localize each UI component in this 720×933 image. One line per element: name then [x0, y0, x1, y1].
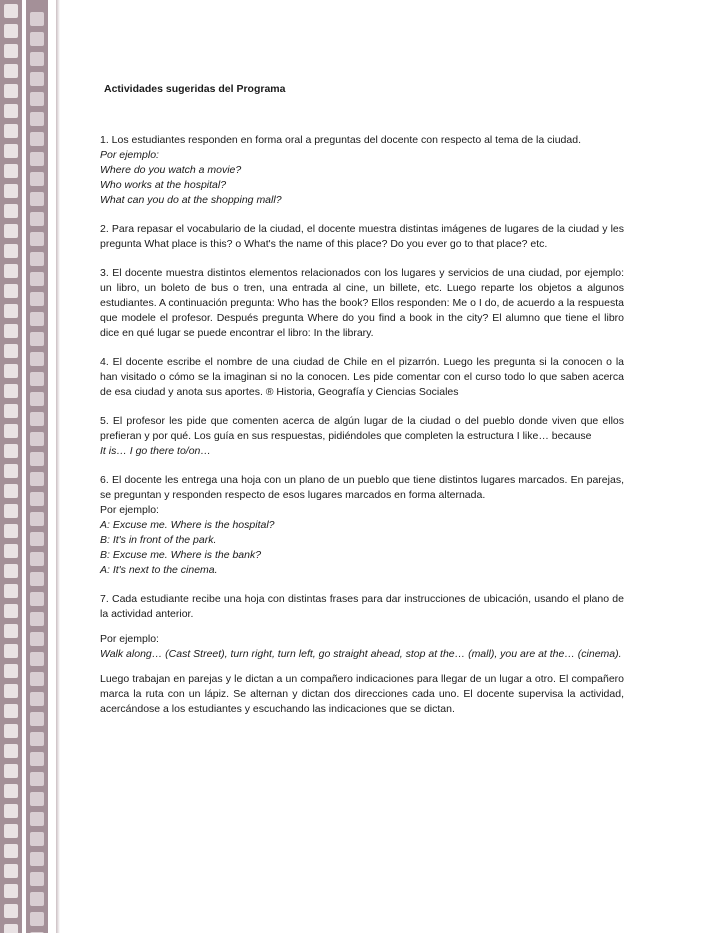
activity-7-text: 7. Cada estudiante recibe una hoja con distintas frases para dar instrucciones de ubicación, usando el plano de la actividad anterior.	[100, 593, 624, 620]
film-strip-cell	[4, 744, 18, 758]
activity-7-example: Walk along… (Cast Street), turn right, turn left, go straight ahead, stop at the… (mall), you are at the… (cinema).	[100, 648, 622, 660]
film-strip-cell	[4, 244, 18, 258]
film-strip-cell	[4, 24, 18, 38]
film-strip-cell	[30, 232, 44, 246]
film-strip-cell	[4, 404, 18, 418]
film-strip-cell	[4, 584, 18, 598]
activity-6-line-4: A: It's next to the cinema.	[100, 564, 218, 576]
film-strip-cell	[4, 464, 18, 478]
activity-6-intro: 6. El docente les entrega una hoja con un plano de un pueblo que tiene distintos lugares marcados. En parejas, se preguntan y responden respecto de esos lugares marcados en forma alternada.	[100, 474, 624, 501]
film-strip-cell	[4, 184, 18, 198]
film-strip-cell	[4, 364, 18, 378]
activity-1	[100, 133, 624, 208]
activity-1-line-3: What can you do at the shopping mall?	[100, 194, 282, 206]
film-strip-cell	[4, 124, 18, 138]
activity-6-line-3: B: Excuse me. Where is the bank?	[100, 549, 262, 561]
activity-7-example-label: Por ejemplo:	[100, 633, 159, 645]
film-strip-edge	[56, 0, 60, 933]
activity-1-line-2: Who works at the hospital?	[100, 179, 227, 191]
film-strip-cell	[4, 824, 18, 838]
film-strip-cell	[4, 144, 18, 158]
film-strip-cell	[4, 764, 18, 778]
film-strip-cell	[4, 424, 18, 438]
film-strip-cell	[30, 272, 44, 286]
film-strip-cell	[30, 612, 44, 626]
film-strip-cell	[4, 844, 18, 858]
film-strip-cell	[30, 652, 44, 666]
film-strip-column-right	[26, 0, 48, 933]
film-strip-cell	[30, 752, 44, 766]
film-strip-cell	[4, 104, 18, 118]
activity-6-example-label: Por ejemplo:	[100, 504, 159, 516]
film-strip-cell	[30, 72, 44, 86]
film-strip-cell	[30, 712, 44, 726]
film-strip-cell	[4, 44, 18, 58]
activity-5-text: 5. El profesor les pide que comenten acerca de algún lugar de la ciudad o del pueblo donde viven que ellos prefieran y por qué. Los guía en sus respuestas, pidiéndoles que completen la estructura I like… because	[100, 415, 624, 442]
film-strip-cell	[30, 192, 44, 206]
film-strip-column-left	[0, 0, 22, 933]
film-strip-cell	[4, 504, 18, 518]
film-strip-cell	[30, 472, 44, 486]
film-strip-cell	[4, 604, 18, 618]
film-strip-cell	[30, 152, 44, 166]
film-strip-cell	[4, 664, 18, 678]
film-strip-cell	[4, 84, 18, 98]
film-strip-cell	[30, 12, 44, 26]
film-strip-cell	[30, 732, 44, 746]
film-strip-cell	[4, 784, 18, 798]
activity-5-line: It is… I go there to/on…	[100, 445, 211, 457]
film-strip-cell	[30, 452, 44, 466]
film-strip-cell	[4, 704, 18, 718]
film-strip-cell	[4, 724, 18, 738]
activity-1-line-1: Where do you watch a movie?	[100, 164, 242, 176]
film-strip-cell	[4, 4, 18, 18]
film-strip-cell	[4, 684, 18, 698]
film-strip-cell	[30, 912, 44, 926]
film-strip-cell	[4, 384, 18, 398]
film-strip-cell	[30, 892, 44, 906]
film-strip-cell	[4, 204, 18, 218]
film-strip-cell	[4, 644, 18, 658]
document-body	[100, 82, 624, 731]
activity-1-intro: 1. Los estudiantes responden en forma oral a preguntas del docente con respecto al tema de la ciudad.	[100, 134, 581, 146]
activity-6-line-1: A: Excuse me. Where is the hospital?	[100, 519, 275, 531]
film-strip-cell	[30, 292, 44, 306]
film-strip-cell	[30, 412, 44, 426]
film-strip-cell	[30, 852, 44, 866]
film-strip-cell	[30, 632, 44, 646]
film-strip-cell	[4, 444, 18, 458]
film-strip-cell	[30, 592, 44, 606]
film-strip-cell	[30, 392, 44, 406]
film-strip-cell	[4, 164, 18, 178]
film-strip-cell	[30, 172, 44, 186]
film-strip-cell	[30, 692, 44, 706]
film-strip-cell	[30, 112, 44, 126]
film-strip-cell	[4, 344, 18, 358]
film-strip-cell	[30, 532, 44, 546]
film-strip-cell	[30, 872, 44, 886]
film-strip-cell	[30, 252, 44, 266]
film-strip-cell	[30, 352, 44, 366]
film-strip-cell	[30, 792, 44, 806]
film-strip-cell	[30, 492, 44, 506]
activity-4: 4. El docente escribe el nombre de una ciudad de Chile en el pizarrón. Luego les pregunta si la conocen o la han visitado o cómo se la imaginan si no la conocen. Les pide comentar con el curso todo lo que saben acerca de esa ciudad y anota sus aportes. ® Historia, Geografía y Ciencias Sociales	[100, 356, 624, 398]
film-strip-cell	[4, 624, 18, 638]
film-strip-cell	[30, 772, 44, 786]
film-strip-cell	[4, 64, 18, 78]
film-strip-cell	[30, 832, 44, 846]
film-strip-cell	[30, 432, 44, 446]
film-strip-cell	[4, 804, 18, 818]
film-strip-cell	[4, 564, 18, 578]
film-strip-cell	[30, 572, 44, 586]
film-strip-cell	[4, 284, 18, 298]
film-strip-cell	[4, 524, 18, 538]
film-strip-border	[0, 0, 60, 933]
activity-6-line-2: B: It's in front of the park.	[100, 534, 217, 546]
film-strip-cell	[30, 132, 44, 146]
activity-3: 3. El docente muestra distintos elementos relacionados con los lugares y servicios de una ciudad, por ejemplo: un libro, un boleto de bus o tren, una entrada al cine, un billete, etc. Luego reparte los objetos a algunos estudiantes. A continuación pregunta: Who has the book? Ellos responden: Me o I do, de acuerdo a la respuesta que modele el profesor. Después pregunta Where do you find a book in the city? El alumno que tiene el libro dice en qué lugar se puede encontrar el libro: In the library.	[100, 267, 624, 339]
film-strip-cell	[30, 672, 44, 686]
film-strip-cell	[30, 32, 44, 46]
film-strip-cell	[4, 484, 18, 498]
activity-6	[100, 473, 624, 578]
activity-5	[100, 414, 624, 459]
film-strip-cell	[30, 52, 44, 66]
page-title: Actividades sugeridas del Programa	[104, 83, 286, 95]
activity-7-closing: Luego trabajan en parejas y le dictan a un compañero indicaciones para llegar de un lugar a otro. El compañero marca la ruta con un lápiz. Se alternan y dictan dos direcciones cada uno. El docente supervisa la actividad, acercándose a los estudiantes y escuchando las indicaciones que se dictan.	[100, 673, 624, 715]
film-strip-cell	[30, 332, 44, 346]
film-strip-cell	[4, 324, 18, 338]
activity-1-example-label: Por ejemplo:	[100, 149, 159, 161]
film-strip-cell	[4, 264, 18, 278]
film-strip-cell	[4, 904, 18, 918]
activity-2: 2. Para repasar el vocabulario de la ciudad, el docente muestra distintas imágenes de lugares de la ciudad y les pregunta What place is this? o What's the name of this place? Do you ever go to that place? etc.	[100, 223, 624, 250]
film-strip-cell	[4, 224, 18, 238]
film-strip-cell	[4, 544, 18, 558]
film-strip-cell	[30, 512, 44, 526]
film-strip-cell	[30, 92, 44, 106]
activity-7	[100, 592, 624, 717]
film-strip-cell	[30, 372, 44, 386]
film-strip-cell	[30, 312, 44, 326]
film-strip-cell	[4, 864, 18, 878]
film-strip-cell	[30, 212, 44, 226]
film-strip-cell	[30, 552, 44, 566]
film-strip-cell	[4, 924, 18, 933]
film-strip-cell	[4, 304, 18, 318]
film-strip-cell	[4, 884, 18, 898]
film-strip-cell	[30, 812, 44, 826]
